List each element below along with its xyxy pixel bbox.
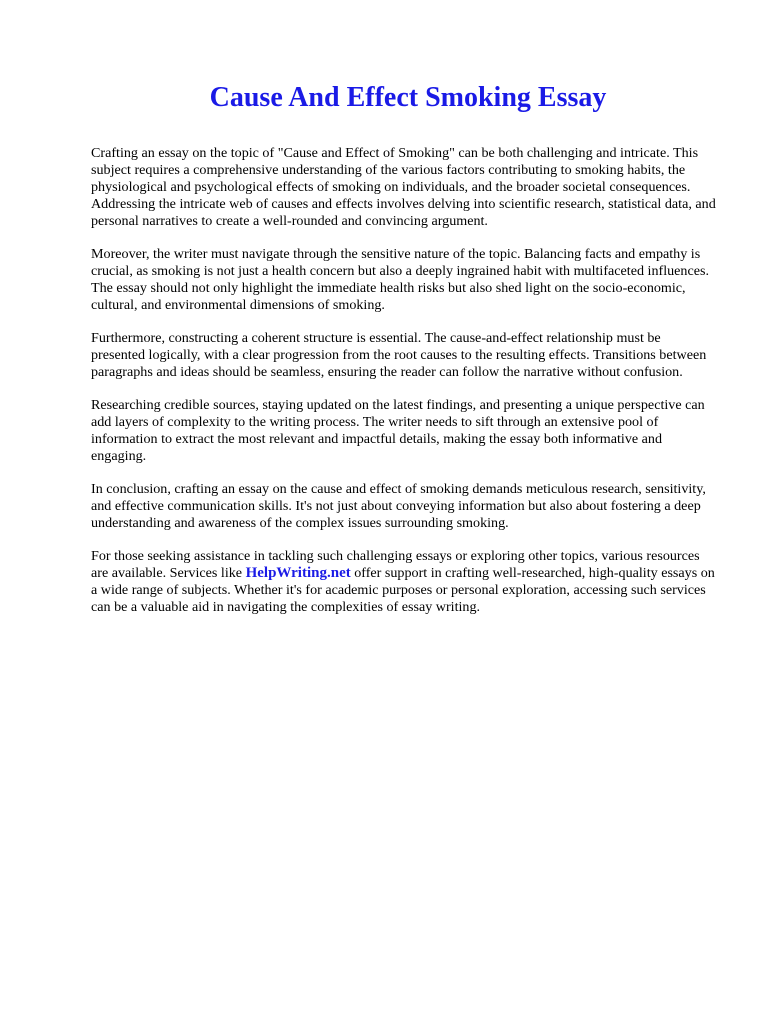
page-title: Cause And Effect Smoking Essay bbox=[209, 82, 607, 113]
paragraph-2: Moreover, the writer must navigate through the sensitive nature of the topic. Balancing facts and empathy is crucial, as smoking is not just a health concern but also a deeply ingrained habit with multifaceted influences. The essay should not only highlight the immediate health risks but also shed light on the socio-economic, cultural, and environmental dimensions of smoking. bbox=[91, 246, 709, 313]
paragraph-6 bbox=[91, 548, 717, 616]
paragraph-6-text-before-link: For those seeking assistance in tackling such challenging essays or exploring other topics, various resources are available. Services like bbox=[91, 548, 700, 581]
paragraph-6-text-after-link: offer support in crafting well-researched, high-quality essays on a wide range of subjects. Whether it's for academic purposes or personal exploration, accessing such services can be a valuable aid in navigating the complexities of essay writing. bbox=[91, 565, 715, 615]
paragraph-3: Furthermore, constructing a coherent structure is essential. The cause-and-effect relationship must be presented logically, with a clear progression from the root causes to the resulting effects. Transitions between paragraphs and ideas should be seamless, ensuring the reader can follow the narrative without confusion. bbox=[91, 330, 707, 380]
essay-body bbox=[91, 145, 717, 632]
paragraph-4: Researching credible sources, staying updated on the latest findings, and presenting a unique perspective can add layers of complexity to the writing process. The writer needs to sift through an extensive pool of information to extract the most relevant and impactful details, making the essay both informative and engaging. bbox=[91, 397, 705, 464]
helpwriting-link[interactable]: HelpWriting.net bbox=[245, 565, 351, 581]
paragraph-5: In conclusion, crafting an essay on the cause and effect of smoking demands meticulous research, sensitivity, and effective communication skills. It's not just about conveying information but also about fostering a deep understanding and awareness of the complex issues surrounding smoking. bbox=[91, 481, 706, 531]
paragraph-1: Crafting an essay on the topic of "Cause and Effect of Smoking" can be both challenging and intricate. This subject requires a comprehensive understanding of the various factors contributing to smoking habits, the physiological and psychological effects of smoking on individuals, and the broader societal consequences. Addressing the intricate web of causes and effects involves delving into scientific research, statistical data, and personal narratives to create a well-rounded and convincing argument. bbox=[91, 145, 716, 229]
